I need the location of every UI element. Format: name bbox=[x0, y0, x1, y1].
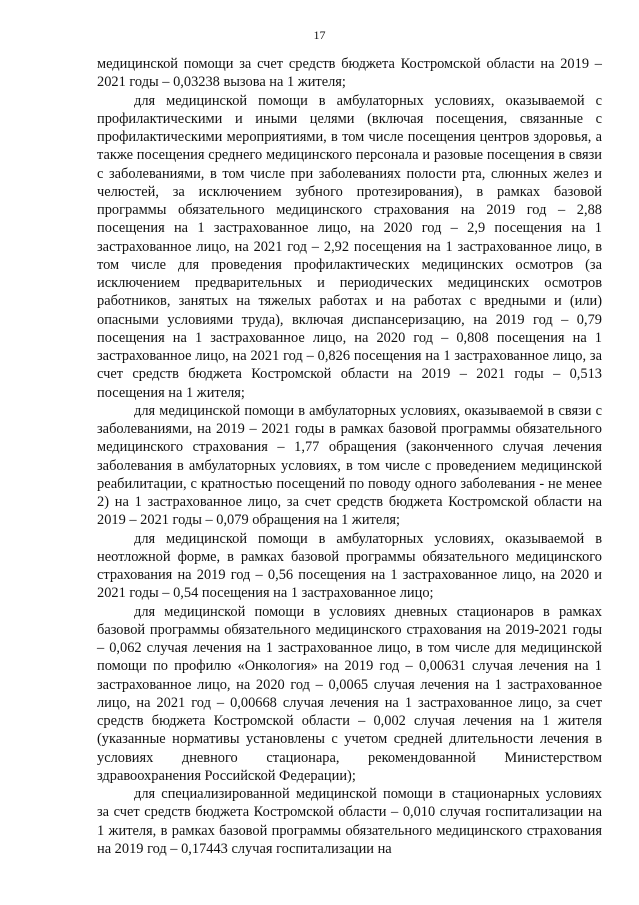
page-number: 17 bbox=[313, 28, 326, 42]
document-body bbox=[97, 55, 602, 858]
paragraph-ambulance-continuation: медицинской помощи за счет средств бюджета Костромской области на 2019 – 2021 годы – 0,03238 вызова на 1 жителя; bbox=[97, 56, 602, 91]
paragraph-disease-appeals: для медицинской помощи в амбулаторных условиях, оказываемой в связи с заболеваниями, на 2019 – 2021 годы в рамках базовой программы обязательного медицинского страхования – 1,77 обращения (законченного случая лечения заболевания в амбулаторных условиях, в том числе с проведением медицинской реабилитации, с кратностью посещений по поводу одного заболевания - не менее 2) на 1 застрахованное лицо, за счет средств бюджета Костромской области на 2019 – 2021 годы – 0,079 обращения на 1 жителя; bbox=[97, 402, 602, 529]
paragraph-specialized-inpatient: для специализированной медицинской помощи в стационарных условиях за счет средств бюджета Костромской области – 0,010 случая госпитализации на 1 жителя, в рамках базовой программы обязательного медицинского страхования на 2019 год – 0,17443 случая госпитализации на bbox=[97, 786, 602, 857]
paragraph-urgent-care: для медицинской помощи в амбулаторных условиях, оказываемой в неотложной форме, в рамках базовой программы обязательного медицинского страхования на 2019 год – 0,56 посещения на 1 застрахованное лицо, на 2020 и 2021 годы – 0,54 посещения на 1 застрахованное лицо; bbox=[97, 530, 602, 602]
paragraph-preventive-visits: для медицинской помощи в амбулаторных условиях, оказываемой с профилактическими и иными целями (включая посещения, связанные с профилактическими мероприятиями, в том числе посещения центров здоровья, а также посещения среднего медицинского персонала и разовые посещения в связи с заболеваниями, в том числе при заболеваниях полости рта, слюнных желез и челюстей, за исключением зубного протезирования), в рамках базовой программы обязательного медицинского страхования на 2019 год – 2,88 посещения на 1 застрахованное лицо, на 2020 год – 2,9 посещения на 1 застрахованное лицо, на 2021 год – 2,92 посещения на 1 застрахованное лицо, в том числе для проведения профилактических медицинских осмотров (за исключением предварительных и периодических медицинских осмотров работников, занятых на тяжелых работах и на работах с вредными и (или) опасными условиями труда), включая диспансеризацию, на 2019 год – 0,79 посещения на 1 застрахованное лицо, на 2020 год – 0,808 посещения на 1 застрахованное лицо, на 2021 год – 0,826 посещения на 1 застрахованное лицо, за счет средств бюджета Костромской области на 2019 – 2021 годы – 0,513 посещения на 1 жителя; bbox=[97, 92, 602, 401]
paragraph-day-hospital: для медицинской помощи в условиях дневных стационаров в рамках базовой программы обязательного медицинского страхования на 2019-2021 годы – 0,062 случая лечения на 1 застрахованное лицо, в том числе для медицинской помощи по профилю «Онкология» на 2019 год – 0,00631 случая лечения на 1 застрахованное лицо, на 2020 год – 0,0065 случая лечения на 1 застрахованное лицо, на 2021 год – 0,00668 случая лечения на 1 застрахованное лицо, за счет средств бюджета Костромской области – 0,002 случая лечения на 1 жителя (указанные нормативы установлены с учетом средней длительности лечения в условиях дневного стационара, рекомендованной Министерством здравоохранения Российской Федерации); bbox=[97, 603, 602, 784]
